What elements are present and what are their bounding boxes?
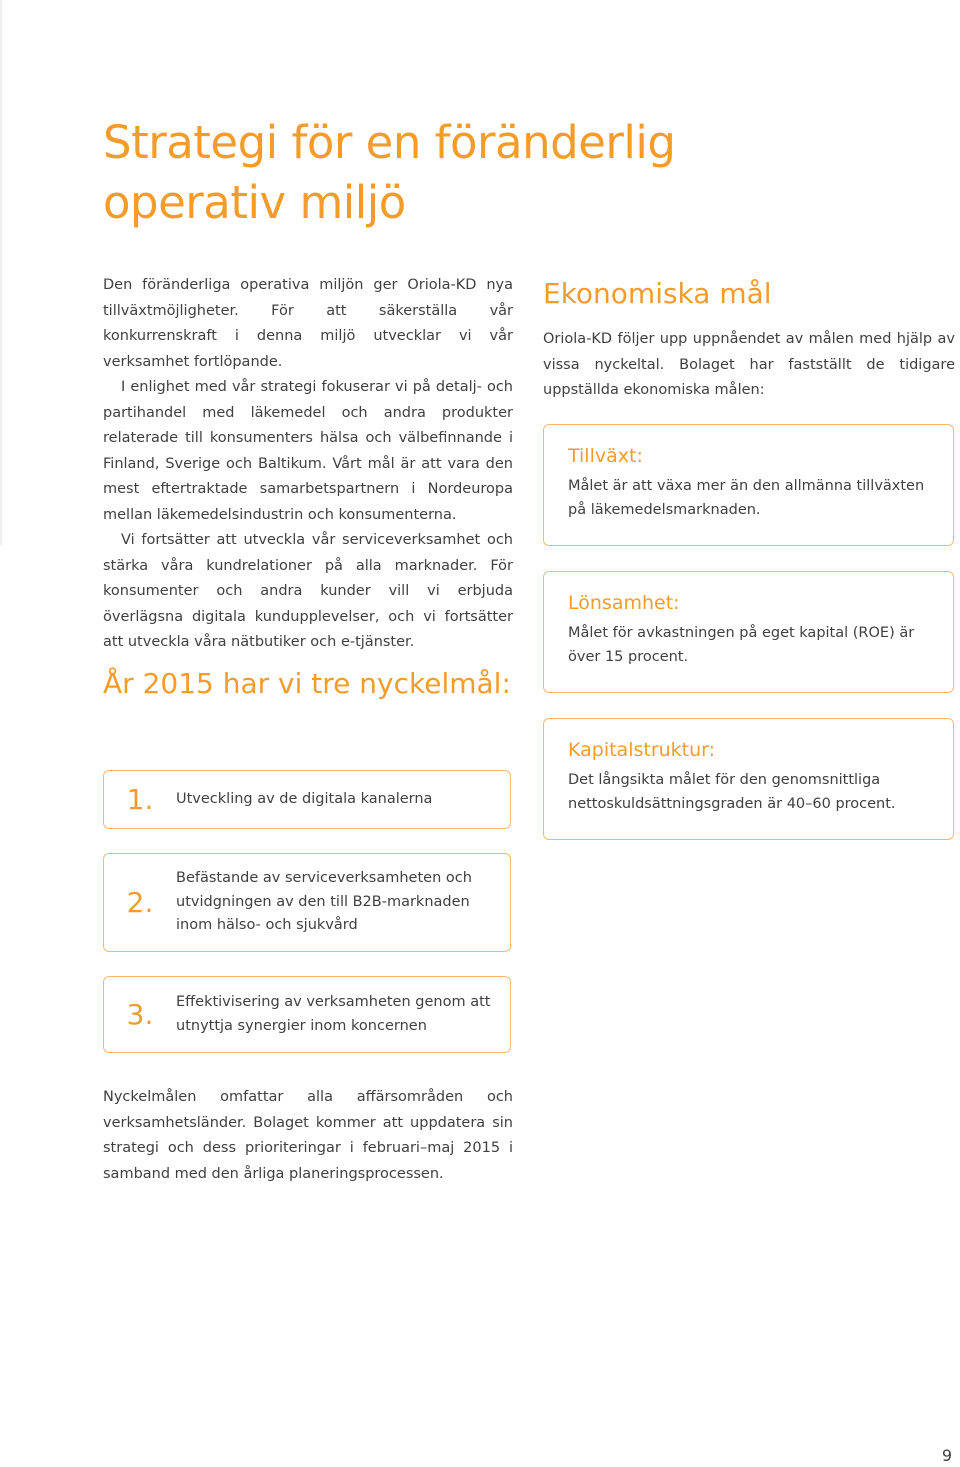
target-label: Lönsamhet: — [568, 592, 680, 614]
intro-paragraph-2: I enlighet med vår strategi fokuserar vi på detalj- och partihandel med läkemedel och andra produkter relaterade till konsumenters hälsa och välbefinnande i Finland, Sverige och Baltikum. Vårt mål är att vara den mest eftertraktade samarbetspartnern i Nordeuropa mellan läkemedelsindustrin och konsumenterna. — [103, 379, 513, 523]
key-goal-text: Befästande av serviceverksamheten och utvidgningen av den till B2B-marknaden inom hälso- och sjukvård — [176, 870, 472, 934]
key-goal-text: Utveckling av de digitala kanalerna — [176, 790, 433, 807]
key-goal-number: 3. — [126, 998, 154, 1031]
financial-goals-intro: Oriola-KD följer upp uppnåendet av målen med hjälp av vissa nyckeltal. Bolaget har fastställt de tidigare uppställda ekonomiska målen: — [543, 331, 955, 398]
key-goal-2 — [103, 853, 511, 952]
page-number: 9 — [941, 1446, 952, 1465]
target-label: Kapitalstruktur: — [568, 739, 716, 761]
financial-goals-heading: Ekonomiska mål — [543, 277, 772, 310]
key-goal-1 — [103, 770, 511, 829]
key-goal-number: 2. — [126, 886, 154, 919]
target-text: Det långsikta målet för den genomsnittliga nettoskuldsättningsgraden är 40–60 procent. — [568, 772, 896, 812]
target-capital-structure — [543, 718, 954, 840]
key-goals-heading: År 2015 har vi tre nyckelmål: — [103, 667, 511, 700]
target-growth — [543, 424, 954, 546]
page-edge-line — [0, 0, 2, 545]
key-goal-text: Effektivisering av verksamheten genom att utnyttja synergier inom koncernen — [176, 994, 491, 1034]
intro-text — [103, 273, 513, 656]
page-title: Strategi för en föränderlig operativ miljö — [103, 116, 676, 229]
key-goal-3 — [103, 976, 511, 1053]
intro-paragraph-3: Vi fortsätter att utveckla vår serviceverksamhet och stärka våra kundrelationer på alla marknader. För konsumenter och andra kunder vill vi erbjuda överlägsna digitala kundupplevelser, och vi fortsätter att utveckla våra nätbutiker och e-tjänster. — [103, 532, 513, 650]
key-goal-number: 1. — [126, 783, 154, 816]
target-text: Målet för avkastningen på eget kapital (ROE) är över 15 procent. — [568, 625, 915, 665]
intro-paragraph-1: Den föränderliga operativa miljön ger Oriola-KD nya tillväxtmöjligheter. För att säkerställa vår konkurrenskraft i denna miljö utvecklar vi vår verksamhet fortlöpande. — [103, 277, 513, 370]
target-label: Tillväxt: — [568, 445, 643, 467]
target-profitability — [543, 571, 954, 693]
outro-paragraph: Nyckelmålen omfattar alla affärsområden och verksamhetsländer. Bolaget kommer att uppdatera sin strategi och dess prioriteringar i februari–maj 2015 i samband med den årliga planeringsprocessen. — [103, 1089, 513, 1182]
target-text: Målet är att växa mer än den allmänna tillväxten på läkemedelsmarknaden. — [568, 478, 925, 518]
